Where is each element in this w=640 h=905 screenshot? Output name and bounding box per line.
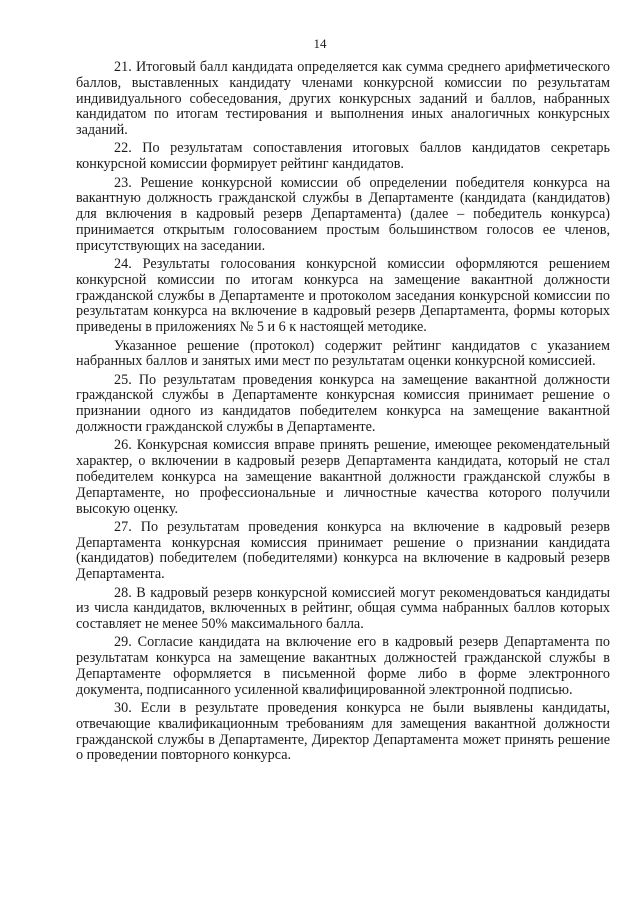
paragraph-30: 30. Если в результате проведения конкурса не были выявлены кандидаты, отвечающие квалификационным требованиям для замещения вакантной должности гражданской службы в Департаменте, Директор Департамента может принять решение о проведении повторного конкурса. [76,700,610,764]
paragraph-24-note: Указанное решение (протокол) содержит рейтинг кандидатов с указанием набранных баллов и занятых ими мест по результатам оценки конкурсной комиссией. [76,337,610,370]
paragraph-29: 29. Согласие кандидата на включение его в кадровый резерв Департамента по результатам конкурса на замещение вакантных должностей гражданской службы в Департаменте оформляется в письменной форме либо в форме электронного документа, подписанного усиленной квалифицированной электронной подписью. [76,634,610,698]
paragraph-25: 25. По результатам проведения конкурса на замещение вакантной должности гражданской службы в Департаменте конкурсная комиссия принимает решение о признании одного из кандидатов победителем конкурса на замещение вакантной должности гражданской службы в Департаменте. [76,371,610,436]
paragraph-27: 27. По результатам проведения конкурса на включение в кадровый резерв Департамента конкурсная комиссия принимает решение о признании кандидата (кандидатов) победителем (победителями) конкурса на включение в кадровый резерв Департамента. [76,518,610,583]
paragraph-24: 24. Результаты голосования конкурсной комиссии оформляются решением конкурсной комиссии по итогам конкурса на замещение вакантной должности гражданской службы в Департаменте и протоколом заседания конкурсной комиссии по результатам конкурса на включение в кадровый резерв Департамента, формы которых приведены в приложениях № 5 и 6 к настоящей методике. [76,256,610,336]
paragraph-23: 23. Решение конкурсной комиссии об определении победителя конкурса на вакантную должность гражданской службы в Департаменте (кандидата (кандидатов) для включения в кадровый резерв Департамента) (далее – победитель конкурса) принимается открытым голосованием простым большинством голосов ее членов, присутствующих на заседании. [76,174,610,254]
paragraph-28: 28. В кадровый резерв конкурсной комиссией могут рекомендоваться кандидаты из числа кандидатов, включенных в рейтинг, общая сумма набранных баллов которых составляет не менее 50% максимального балла. [76,584,610,633]
page-number: 14 [313,36,327,51]
paragraph-21: 21. Итоговый балл кандидата определяется как сумма среднего арифметического баллов, выставленных кандидату членами конкурсной комиссии по результатам индивидуального собеседования, других конкурсных заданий и баллов, набранных кандидатом по итогам тестирования и выполнения иных аналогичных конкурсных заданий. [76,59,610,139]
document-body [76,60,610,767]
paragraph-26: 26. Конкурсная комиссия вправе принять решение, имеющее рекомендательный характер, о включении в кадровый резерв Департамента кандидата, который не стал победителем конкурса на замещение вакантной должности гражданской службы в Департаменте, но профессиональные и личностные качества которого получили высокую оценку. [76,437,610,517]
paragraph-22: 22. По результатам сопоставления итоговых баллов кандидатов секретарь конкурсной комиссии формирует рейтинг кандидатов. [76,140,610,173]
